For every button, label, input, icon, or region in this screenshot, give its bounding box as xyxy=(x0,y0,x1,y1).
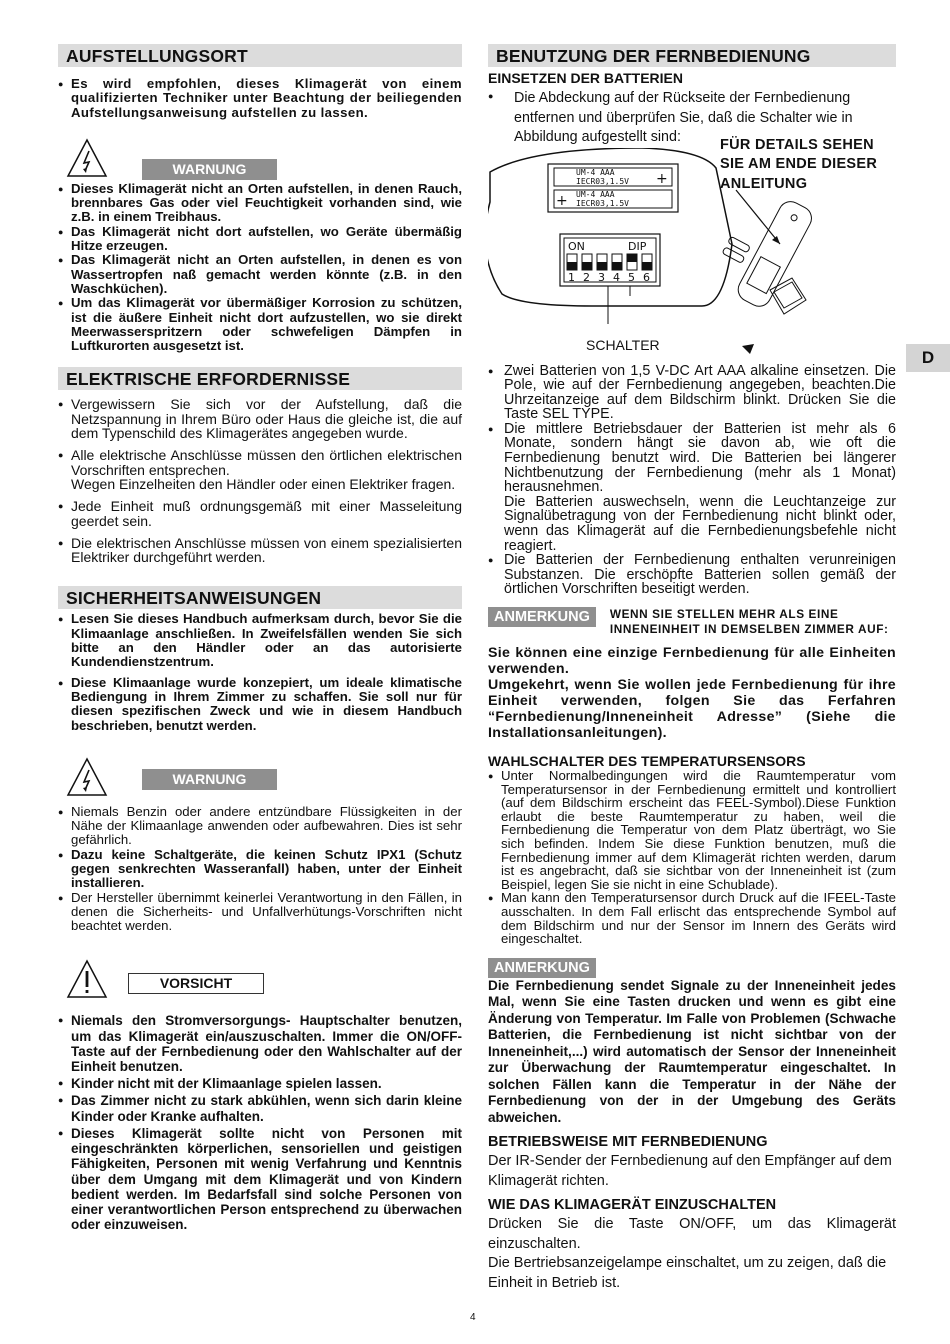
warning-label: WARNUNG xyxy=(142,769,277,790)
note-text: Sie können eine einzige Fernbedienung für alle Einheiten verwenden. xyxy=(488,645,896,677)
vorsicht-list xyxy=(58,1013,462,1232)
list-item: ● Dazu keine Schaltgeräte, die keinen Schutz IPX1 (Schutz gegen senkrechten Wasseranfall) haben, unter der Einheit installieren. xyxy=(58,848,462,891)
note-text: Die Fernbedienung sendet Signale zu der Inneneinheit jedes Mal, wenn Sie eine Tasten drucken und wenn es gibt eine Änderung von Temperatur. Im Falle von Problemen (Schwache Batterien, die Fernbedienung ist nicht sichtbar von der Inneneinheit,...) wird automatisch der Sensor der Inneneinheit zur Überwachung der Raumtemperatur eingeschaltet. In solchen Fällen kann die Temperatur in der Nähe der Fernbedienung von der in der Umgebung des Geräts abweichen. xyxy=(488,977,896,1125)
dip-on-label: ON xyxy=(568,239,585,253)
remote-figure xyxy=(488,136,896,364)
section-title-sicherheit: SICHERHEITSANWEISUNGEN xyxy=(58,586,462,609)
schalter-label: SCHALTER xyxy=(586,336,660,353)
list-item: ● Diese Klimaanlage wurde konzepiert, um ideale klimatische Bediengung in Ihrem Zimmer zu schaffen. Sie soll nur für diesen spezifischen Zweck und wie in diesem Handbuch beschrieben, benutzt werden. xyxy=(58,676,462,733)
list-item: ● Lesen Sie dieses Handbuch aufmerksam durch, bevor Sie die Klimaanlage anschließen. In Zweifelsfällen wenden Sie sich bitte an den Händler oder an das autorisierte Kundendienstzentrum. xyxy=(58,612,462,669)
note-1 xyxy=(488,607,896,637)
list-item: ● Jede Einheit muß ordnungsgemäß mit einer Masseleitung geerdet sein. xyxy=(58,499,462,528)
list-item: ● Das Klimagerät nicht dort aufstellen, wo Geräte übermäßig Hitze erzeugen. xyxy=(58,225,462,254)
list-item: ● Dieses Klimagerät nicht an Orten aufstellen, in denen Rauch, brennbares Gas oder viel Feuchtigkeit vorhanden sind, wie z.B. in einem Treibhaus. xyxy=(58,182,462,225)
section-title-elektrische: ELEKTRISCHE ERFORDERNISSE xyxy=(58,367,462,390)
dip-number: 1 xyxy=(568,270,575,284)
list-item: ● Die Abdeckung auf der Rückseite der Fernbedienung entfernen und überprüfen Sie, daß die Schalter wie in Abbildung aufgestellt sind: xyxy=(488,89,896,148)
left-column xyxy=(58,44,462,1232)
s2-list xyxy=(58,397,462,564)
electric-warning-icon xyxy=(66,138,108,178)
list-item: ● Man kann den Temperatursensor durch Druck auf die IFEEL-Taste ausschalten. In dem Fall erlischt das entsprechende Symbol auf dem Bildschirm und nur der Sensor im Innern des Geräts wird eingeschaltet. xyxy=(488,891,896,945)
subheading-einschalten: WIE DAS KLIMAGERÄT EINZUSCHALTEN xyxy=(488,1197,777,1214)
list-item: ● Der Hersteller übernimmt keinerlei Verantwortung in den Fällen, in denen die Sicherheits- und Unfallverhütungs-Vorschriften nicht beachtet werden. xyxy=(58,891,462,934)
note-text: Umgekehrt, wenn Sie wollen jede Fernbedienung für ihre Einheit verwenden, folgen Sie das Ferfahren “Fernbedienung/Inneneinheit Adresse” (Siehe die Installationsanleitungen). xyxy=(488,677,896,741)
list-item-continued: Wegen Einzelheiten den Händler oder einen Elektriker fragen. xyxy=(71,475,456,492)
s3-list xyxy=(58,612,462,732)
note-2 xyxy=(488,958,896,978)
dip-number: 4 xyxy=(613,270,620,284)
note-heading: WENN SIE STELLEN MEHR ALS EINE INNENEINHEIT IN DEMSELBEN ZIMMER AUF: xyxy=(609,607,889,636)
s1-list xyxy=(58,77,462,120)
plus-sign: + xyxy=(656,170,668,187)
battery-label: UM-4 AAA xyxy=(576,167,615,177)
battery-label: IECR03,1.5V xyxy=(576,176,629,186)
page-number: 4 xyxy=(470,1312,476,1323)
language-tab: D xyxy=(906,344,950,372)
warning-box-1 xyxy=(58,138,462,180)
battery-label: IECR03,1.5V xyxy=(576,198,629,208)
warn1-list xyxy=(58,182,462,354)
batt-list xyxy=(488,364,896,598)
caution-box xyxy=(58,959,462,999)
section-title-aufstellungsort: AUFSTELLUNGSORT xyxy=(58,44,462,67)
list-item: ● Unter Normalbedingungen wird die Raumtemperatur vom Temperatursensor in der Fernbedienung ermittelt und kontrolliert (auf dem Bildschirm erscheint das FEEL-Symbol).Diese Funktion erlaubt die beste Raumtemperatur zu haben, weil die Fernbedienung die Temperatur von dem Platz überträgt, wo Sie sich befinden. Indem Sie diese Funktion benutzen, muß die Fernbedienung immer auf dem Klimagerät richten werden, darum ist es angebracht, daß sie sichtbar von der Inneneinheit ist (zum Beispiel, legen Sie sie nicht in eine Schublade). xyxy=(488,769,896,891)
list-item: ● Die Batterien der Fernbedienung enthalten verunreinigen Substanzen. Die erschöpfte Batterien sollen gemäß der örtlichen Vorschriften beseitigt werden. xyxy=(488,553,896,597)
list-item: ● Das Klimagerät nicht an Orten aufstellen, in denen es von Wassertropfen naß gemacht werden könnte (z.B. in den Waschküchen). xyxy=(58,253,462,296)
list-item: ● Um das Klimagerät vor übermäßiger Korrosion zu schützen, ist die äußere Einheit nicht dort aufzustellen, wo sie direkt Meerwasserspritzern oder schwefeligen Dämpfen in Luftkurorten ausgesetzt ist. xyxy=(58,296,462,353)
paragraph: Drücken Sie die Taste ON/OFF, um das Klimagerät einzuschalten. xyxy=(488,1216,896,1252)
right-column xyxy=(488,44,896,1293)
list-item: ● Dieses Klimagerät sollte nicht von Personen mit eingeschränkten körperlichen, sensoriellen und geistigen Fähigkeiten, Personen mit wenig Verfahrung und Kenntnis über dem Umgang mit dem Klimagerät und von Kindern bedient werden. Im Bedarfsfall sind solche Personen von einer verantwortlichen Person entsprechend zu überwachen oder einzuweisen. xyxy=(58,1126,462,1232)
list-item: ● Niemals Benzin oder andere entzündbare Flüssigkeiten in der Nähe der Klimaanlage anwenden oder aufbewahren. Dies ist sehr gefährlich. xyxy=(58,805,462,848)
dip-number: 5 xyxy=(628,270,635,284)
note-label: ANMERKUNG xyxy=(488,958,596,978)
dip-number: 3 xyxy=(598,270,605,284)
details-note: FÜR DETAILS SEHEN SIE AM ENDE DIESER ANLEITUNG xyxy=(720,136,878,192)
paragraph: Der IR-Sender der Fernbedienung auf den Empfänger auf dem Klimagerät richten. xyxy=(488,1153,892,1189)
dip-number: 2 xyxy=(583,270,590,284)
list-item: ● Das Zimmer nicht zu stark abkühlen, wenn sich darin kleine Kinder oder Kranke aufhalten. xyxy=(58,1093,462,1123)
warning-label: WARNUNG xyxy=(142,159,277,180)
section-title-fernbedienung: BENUTZUNG DER FERNBEDIENUNG xyxy=(488,44,896,67)
list-item: ● Vergewissern Sie sich vor der Aufstellung, daß die Netzspannung in Ihrem Büro oder Haus die gleiche ist, die auf dem Typenschild des Klimagerätes angegeben wurde. xyxy=(58,397,462,440)
dip-number: 6 xyxy=(643,270,650,284)
warning-box-2 xyxy=(58,757,462,797)
note-label: ANMERKUNG xyxy=(488,607,596,627)
warn2-list xyxy=(58,805,462,934)
paragraph: Die Bertriebsanzeigelampe einschaltet, um zu zeigen, daß die Einheit in Betrieb ist. xyxy=(488,1255,887,1291)
list-item: ● Es wird empfohlen, dieses Klimagerät von einem qualifizierten Techniker unter Beachtung der beiliegenden Aufstellungsanweisung aufstellen zu lassen. xyxy=(58,77,462,120)
list-item: ● Die elektrischen Anschlüsse müssen von einem spezialisierten Elektriker durchgeführt werden. xyxy=(58,536,462,565)
list-item: ● Niemals den Stromversorgungs- Hauptschalter benutzen, um das Klimagerät ein/auszuschalten. Immer die ON/OFF-Taste auf der Fernbedienung oder den Wahlschalter auf der Einheit benutzen. xyxy=(58,1013,462,1074)
list-item-continued: Die Batterien auswechseln, wenn die Leuchtanzeige zur Signalübetragung von der Fernbedienung nicht blinkt oder, wenn das Klimagerät auf die Fernbedienungsbefehle nicht reagiert. xyxy=(504,493,896,554)
list-item: ● Die mittlere Betriebsdauer der Batterien ist mehr als 6 Monate, sondern hängt sie davon ab, wie oft die Fernbedienung benutzt wird. Die Batterien bei längerer Nichtbenutzung der Fernbedienung (mehr als 1 Monat) herausnehmen. xyxy=(488,422,896,495)
electric-warning-icon xyxy=(66,757,108,797)
subheading-batterien: EINSETZEN DER BATTERIEN xyxy=(488,70,683,86)
battery-label: UM-4 AAA xyxy=(576,189,615,199)
battery-switch-diagram xyxy=(488,148,900,362)
list-item: ● Kinder nicht mit der Klimaanlage spielen lassen. xyxy=(58,1076,462,1091)
subheading-betriebsweise: BETRIEBSWEISE MIT FERNBEDIENUNG xyxy=(488,1134,768,1151)
temp-list xyxy=(488,769,896,946)
caution-label: VORSICHT xyxy=(128,973,264,994)
dip-label: DIP xyxy=(628,239,647,253)
exclamation-warning-icon xyxy=(66,959,108,999)
plus-sign: + xyxy=(556,192,568,209)
subheading-temperatursensor: WAHLSCHALTER DES TEMPERATURSENSORS xyxy=(488,753,806,769)
list-item: ● Zwei Batterien von 1,5 V-DC Art AAA alkaline einsetzen. Die Pole, wie auf der Fernbedienung angegeben, beachten.Die Uhrzeitanzeige auf dem Bildschirm blinkt. Drücken Sie die Taste SEL TYPE. xyxy=(488,364,896,422)
list-item: ● Alle elektrische Anschlüsse müssen den örtlichen elektrischen Vorschriften entsprechen. xyxy=(58,448,462,477)
